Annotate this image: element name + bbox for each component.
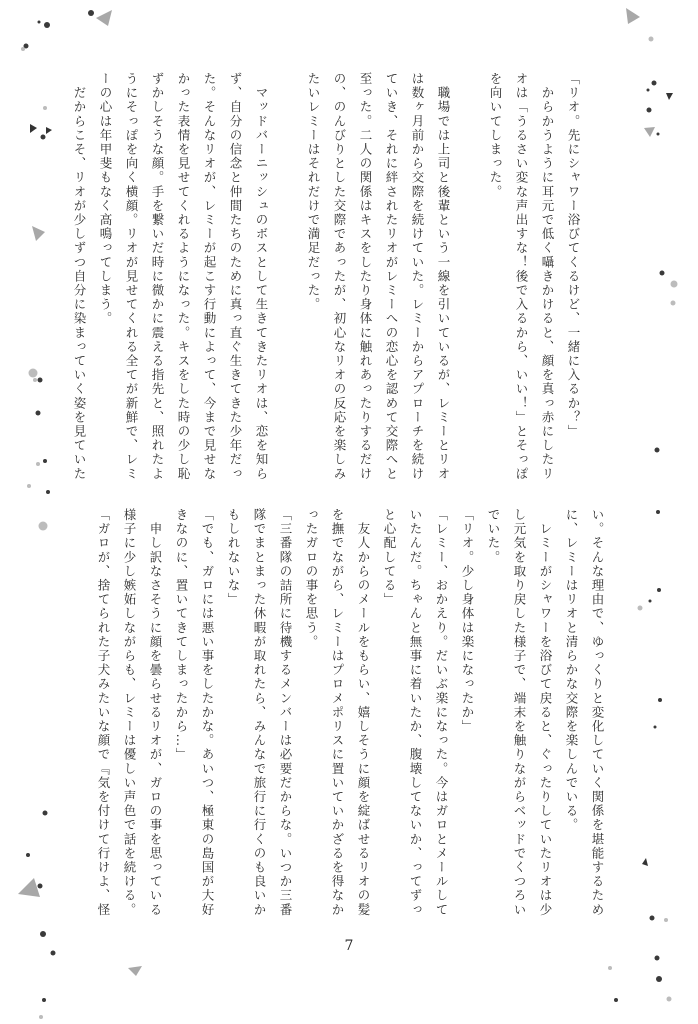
text-column-bottom: い。そんな理由で、ゆっくりと変化していく関係を堪能するため に、レミーはリオと清らかな交際を楽しんでいる。 レミーがシャワーを浴びて戻ると、ぐったりしていたリオは少 し元気を取り戻した様子で、端末を触りながらベッドでくつろい でいた。 「リオ。少し身体は楽になったか」 「レミー、おかえり。だいぶ楽になった。今はガロとメールして いたんだ。ちゃんと無事に着いたか、腹壊してないか、ってずっ と心配してる」 友人からのメールをもらい、嬉しそうに顔を綻ばせるリオの髪 を撫でながら、レミーはプロメポリスに置いていかざるを得なか ったガロの事を思う。 「三番隊の詰所に待機するメンバーは必要だからな。いつか三番 隊でまとまった休暇が取れたら、みんなで旅行に行くのも良いか もしれないな」 「でも、ガロには悪い事をしたかな。あいつ、極東の島国が大好 きなのに、置いてきてしまったから…」 申し訳なさそうに顔を曇らせるリオが、ガロの事を思っている 様子に少し嫉妬しながらも、レミーは優しい声色で話を続ける。 「ガロが、捨てられた子犬みたいな顔で『気を付けて行けよ、怪 <box>96 508 605 917</box>
text-column-top: 「リオ。先にシャワー浴びてくるけど、一緒に入るか？」 からかうように耳元で低く囁きかけると、顔を真っ赤にしたリ オは「うるさい変な声出すな！後で入るから、いい！」とそっぽ を向いてしまった。 職場では上司と後輩という一線を引いているが、レミーとリオ は数ヶ月前から交際を続けていた。レミーからアプローチを続け ていき、それに絆されたリオがレミーへの恋心を認めて交際へと 至った。二人の関係はキスをしたり身体に触れあったりするだけ の、のんびりとした交際であったが、初心なリオの反応を楽しみ たいレミーはそれだけで満足だった。 マッドバーニッシュのボスとして生きてきたリオは、恋を知ら ず、自分の信念と仲間たちのために真っ直ぐ生きてきた少年だっ た。そんなリオが、レミーが起こす行動によって、今まで見せな かった表情を見せてくれるようになった。キスをした時の少し恥 ずかしそうな顔。手を繋いだ時に微かに震える指先と、照れたよ うにそっぽを向く横顔。リオが見せてくれる全てが新鮮で、レミ ーの心は年甲斐もなく高鳴ってしまう。 だからこそ、リオが少しずつ自分に染まっていく姿を見ていた <box>72 72 581 481</box>
page-number: 7 <box>344 938 354 954</box>
